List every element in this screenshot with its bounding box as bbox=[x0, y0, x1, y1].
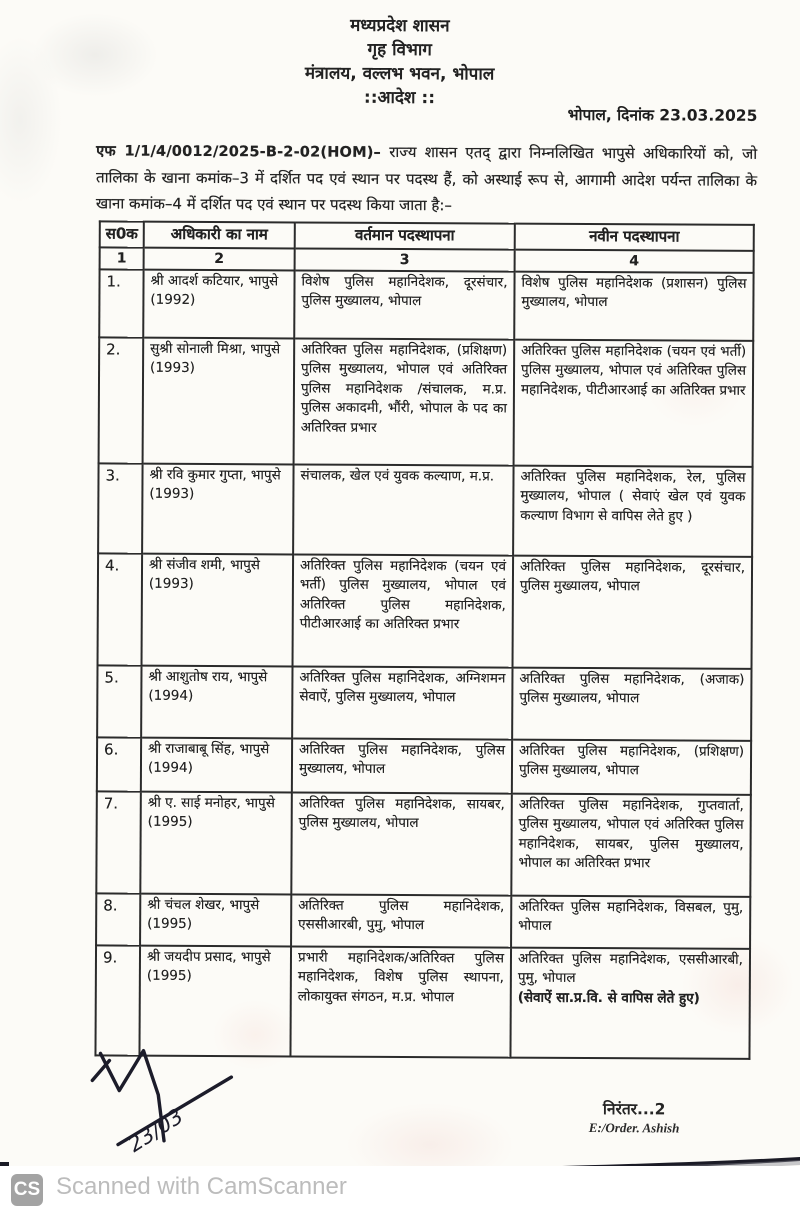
officer-name-cell-text: श्री चंचल शेखर, भापुसे (1995) bbox=[147, 896, 260, 933]
order-body-text: राज्य शासन एतद् द्वारा निम्नलिखित भापुसे अधिकारियों को, जो तालिका के खाना कमांक–3 में दर्शित पद एवं स्थान पर पदस्थ हैं, को अस्थाई रूप से, आगामी आदेश पर्यन्त तालिका के खाना कमांक–4 में दर्शित पद एवं स्थान पर पदस्थ किया जाता है:– bbox=[95, 142, 758, 215]
header-address: मंत्रालय, वल्लभ भवन, भोपाल bbox=[304, 63, 495, 85]
table-row bbox=[97, 665, 751, 740]
serial-number-cell bbox=[98, 463, 142, 553]
officers-table bbox=[94, 220, 754, 1059]
current-posting-cell bbox=[291, 792, 512, 895]
col-header-name: अधिकारी का नाम bbox=[144, 222, 295, 249]
camscanner-footer bbox=[0, 1166, 800, 1212]
continuation-note: निरंतर...2 bbox=[602, 1100, 666, 1119]
officer-name-cell-text: श्री ए. साई मनोहर, भापुसे (1995) bbox=[147, 794, 275, 831]
table-row bbox=[96, 893, 750, 948]
camscanner-label: Scanned with CamScanner bbox=[56, 1173, 347, 1200]
officer-name-cell bbox=[140, 791, 292, 894]
officers-table-body bbox=[95, 269, 753, 1058]
current-posting-cell bbox=[293, 464, 513, 555]
new-posting-cell bbox=[512, 739, 751, 794]
officer-name-cell-text: श्री राजाबाबू सिंह, भापुसे (1994) bbox=[147, 740, 270, 777]
serial-number-cell-text: 5. bbox=[104, 668, 119, 687]
officer-name-cell bbox=[143, 337, 295, 464]
current-posting-cell-text: अतिरिक्त पुलिस महानिदेशक, पुलिस मुख्यालय, भोपाल bbox=[298, 741, 506, 778]
current-posting-cell bbox=[292, 738, 512, 793]
current-posting-cell bbox=[290, 946, 511, 1057]
col-num-1: 1 bbox=[100, 247, 144, 269]
serial-number-cell bbox=[99, 337, 144, 463]
new-posting-cell bbox=[514, 271, 753, 340]
officer-name-cell-text: श्री आशुतोष राय, भापुसे (1994) bbox=[148, 668, 268, 705]
serial-number-cell-text: 3. bbox=[105, 466, 120, 485]
current-posting-cell-text: अतिरिक्त पुलिस महानिदेशक (चयन एवं भर्ती) पुलिस मुख्यालय, भोपाल एवं अतिरिक्त पुलिस महानिदेशक, पीटीआरआई का अतिरिक्त प्रभार bbox=[299, 557, 507, 633]
new-posting-cell bbox=[510, 947, 750, 1058]
serial-number-cell-text: 8. bbox=[103, 896, 118, 915]
serial-number-cell bbox=[97, 737, 141, 791]
new-posting-cell-text: अतिरिक्त पुलिस महानिदेशक, एससीआरबी, पुमु, भोपाल bbox=[517, 950, 744, 987]
file-reference-note: E:/Order. Ashish bbox=[588, 1120, 680, 1136]
current-posting-cell-text: प्रभारी महानिदेशक/अतिरिक्त पुलिस महानिदेशक, विशेष पुलिस स्थापना, लोकायुक्त संगठन, म.प्र. भोपाल bbox=[297, 949, 505, 1006]
officer-name-cell-text: श्री रवि कुमार गुप्ता, भापुसे (1993) bbox=[149, 466, 281, 503]
current-posting-cell bbox=[291, 894, 511, 947]
table-row bbox=[98, 553, 753, 668]
table-row bbox=[97, 737, 751, 794]
new-posting-cell-text: अतिरिक्त पुलिस महानिदेशक, दूरसंचार, पुलिस मुख्यालय, भोपाल bbox=[519, 558, 746, 595]
current-posting-cell-text: संचालक, खेल एवं युवक कल्याण, म.प्र. bbox=[300, 467, 495, 485]
current-posting-cell-text: अतिरिक्त पुलिस महानिदेशक, अग्निशमन सेवाऐं, पुलिस मुख्यालय, भोपाल bbox=[299, 669, 506, 706]
col-num-4: 4 bbox=[515, 249, 754, 272]
serial-number-cell bbox=[97, 665, 141, 737]
officer-name-cell-text: श्री संजीव शमी, भापुसे (1993) bbox=[148, 556, 260, 593]
serial-number-cell-text: 1. bbox=[106, 272, 121, 291]
current-posting-cell-text: अतिरिक्त पुलिस महानिदेशक, एससीआरबी, पुमु, भोपाल bbox=[298, 897, 505, 934]
signature-date: 23/03 bbox=[123, 1103, 188, 1157]
serial-number-cell-text: 6. bbox=[104, 740, 119, 759]
serial-number-cell-text: 9. bbox=[102, 948, 118, 967]
new-posting-note: (सेवाऐं सा.प्र.वि. से वापिस लेते हुए) bbox=[517, 989, 700, 1007]
new-posting-cell bbox=[512, 667, 751, 740]
officer-name-cell-text: सुश्री सोनाली मिश्रा, भापुसे (1993) bbox=[150, 340, 281, 377]
order-reference-number: एफ 1/1/4/0012/2025-B-2-02(HOM)– bbox=[96, 143, 382, 161]
table-row bbox=[98, 463, 752, 556]
current-posting-cell bbox=[294, 270, 514, 339]
new-posting-cell-text: अतिरिक्त पुलिस महानिदेशक, गुप्तवार्ता, पुलिस मुख्यालय, भोपाल एवं अतिरिक्त पुलिस महानिदेशक, सायबर, पुलिस मुख्यालय, भोपाल का अतिरिक्त प्रभार bbox=[518, 796, 744, 872]
order-paragraph bbox=[96, 137, 757, 219]
officer-name-cell-text: श्री आदर्श कटियार, भापुसे (1992) bbox=[150, 272, 279, 309]
header-government: मध्यप्रदेश शासन bbox=[350, 15, 450, 37]
current-posting-cell-text: विशेष पुलिस महानिदेशक, दूरसंचार, पुलिस मुख्यालय, भोपाल bbox=[301, 273, 508, 310]
officer-name-cell bbox=[142, 553, 294, 666]
table-header-row bbox=[100, 221, 754, 250]
current-posting-cell-text: अतिरिक्त पुलिस महानिदेशक, सायबर, पुलिस मुख्यालय, भोपाल bbox=[298, 795, 505, 832]
camscanner-cs-icon: CS bbox=[11, 1174, 43, 1206]
serial-number-cell-text: 4. bbox=[104, 556, 120, 575]
officer-name-cell-text: श्री जयदीप प्रसाद, भापुसे (1995) bbox=[146, 948, 271, 985]
new-posting-cell bbox=[514, 339, 754, 466]
serial-number-cell-text: 7. bbox=[103, 794, 119, 813]
table-row bbox=[99, 337, 754, 466]
new-posting-cell bbox=[511, 895, 750, 948]
header-order-title: ::आदेश :: bbox=[363, 87, 436, 109]
serial-number-cell bbox=[98, 553, 143, 665]
table-row bbox=[99, 269, 753, 340]
new-posting-cell bbox=[513, 555, 753, 668]
new-posting-cell-text: अतिरिक्त पुलिस महानिदेशक (चयन एवं भर्ती) पुलिस मुख्यालय, भोपाल एवं अतिरिक्त पुलिस महानिदेशक, पीटीआरआई का अतिरिक्त प्रभार bbox=[520, 342, 747, 399]
col-num-2: 2 bbox=[144, 247, 295, 270]
new-posting-cell bbox=[511, 793, 751, 896]
officer-name-cell bbox=[141, 737, 292, 792]
serial-number-cell bbox=[99, 269, 143, 337]
officer-name-cell bbox=[142, 463, 293, 554]
document-header bbox=[0, 12, 800, 112]
header-department: गृह विभाग bbox=[367, 39, 432, 61]
officer-name-cell bbox=[139, 945, 291, 1056]
serial-number-cell bbox=[95, 945, 140, 1055]
current-posting-cell bbox=[293, 554, 514, 667]
serial-number-cell bbox=[96, 791, 141, 893]
officer-name-cell bbox=[141, 665, 292, 738]
col-header-new-posting: नवीन पदस्थापना bbox=[515, 224, 754, 251]
new-posting-cell-text: अतिरिक्त पुलिस महानिदेशक, (प्रशिक्षण) पुलिस मुख्यालय, भोपाल bbox=[518, 742, 745, 779]
current-posting-cell bbox=[294, 338, 515, 465]
table-row bbox=[96, 791, 751, 896]
new-posting-cell bbox=[513, 465, 752, 556]
officer-name-cell bbox=[143, 269, 294, 338]
handwritten-signature bbox=[76, 1040, 287, 1161]
new-posting-cell-text: अतिरिक्त पुलिस महानिदेशक, विसबल, पुमु, भोपाल bbox=[518, 898, 744, 935]
serial-number-cell bbox=[96, 893, 140, 945]
new-posting-cell-text: अतिरिक्त पुलिस महानिदेशक, रेल, पुलिस मुख्यालय, भोपाल ( सेवाएं खेल एवं युवक कल्याण विभाग से वापिस लेते हुए ) bbox=[520, 468, 746, 525]
place-date-line: भोपाल, दिनांक 23.03.2025 bbox=[567, 105, 758, 125]
col-header-sno: स0क bbox=[100, 221, 144, 247]
serial-number-cell-text: 2. bbox=[106, 340, 121, 359]
col-num-3: 3 bbox=[295, 248, 515, 271]
officer-name-cell bbox=[140, 893, 291, 946]
current-posting-cell-text: अतिरिक्त पुलिस महानिदेशक, (प्रशिक्षण) पुलिस मुख्यालय, भोपाल एवं अतिरिक्त पुलिस महानिदेशक /संचालक, म.प्र. पुलिस अकादमी, भौंरी, भोपाल के पद का अतिरिक्त प्रभार bbox=[300, 341, 508, 436]
col-header-current-posting: वर्तमान पदस्थापना bbox=[295, 222, 515, 249]
current-posting-cell bbox=[292, 666, 512, 739]
new-posting-cell-text: विशेष पुलिस महानिदेशक (प्रशासन) पुलिस मुख्यालय, भोपाल bbox=[521, 274, 747, 311]
new-posting-cell-text: अतिरिक्त पुलिस महानिदेशक, (अजाक) पुलिस मुख्यालय, भोपाल bbox=[519, 670, 745, 707]
